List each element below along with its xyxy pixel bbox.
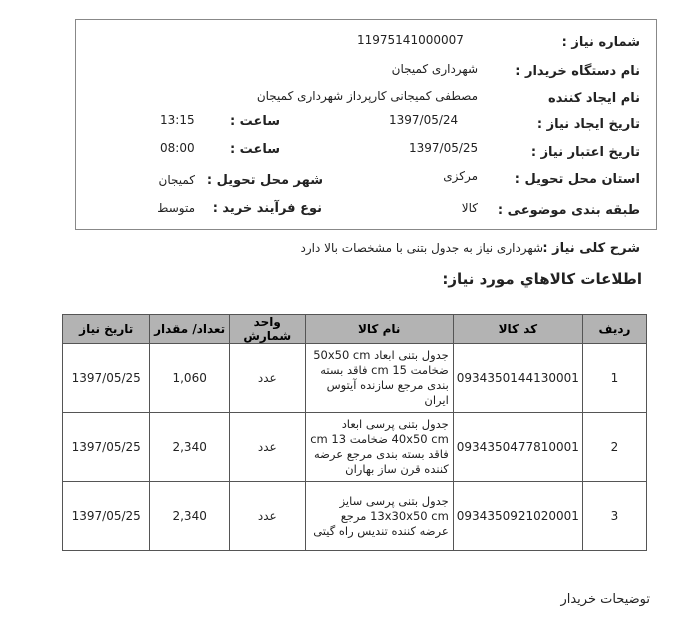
item-qty: 2,340 [150, 413, 229, 482]
created-date: 1397/05/24 [389, 113, 459, 127]
row-number: 3 [582, 482, 646, 551]
buyer-org: شهرداری کمیجان [391, 62, 478, 76]
item-unit: عدد [229, 482, 305, 551]
created-time-label: ساعت : [229, 114, 280, 129]
col-name: نام کالا [305, 315, 453, 344]
col-qty: تعداد/ مقدار [150, 315, 229, 344]
goods-section-title: اطلاعات کالاهاي مورد نیاز: [442, 270, 642, 288]
col-unit: واحد شمارش [229, 315, 305, 344]
validity-date-label: تاریخ اعتبار نیاز : [530, 145, 640, 160]
creator-label: نام ایجاد کننده [548, 91, 640, 106]
creator: مصطفی کمیجانی کارپرداز شهرداری کمیجان [256, 89, 478, 103]
item-date: 1397/05/25 [63, 413, 150, 482]
row-number: 2 [582, 413, 646, 482]
table-row [63, 344, 647, 413]
city: کمیجان [158, 173, 195, 187]
item-date: 1397/05/25 [63, 482, 150, 551]
validity-date: 1397/05/25 [409, 141, 479, 155]
buyer-org-label: نام دستگاه خریدار : [515, 64, 640, 79]
item-code: 0934350477810001 [453, 413, 582, 482]
process-label: نوع فرآیند خرید : [212, 201, 322, 216]
item-qty: 2,340 [150, 482, 229, 551]
need-number: 11975141000007 [357, 33, 464, 47]
goods-table [62, 314, 647, 551]
item-date: 1397/05/25 [63, 344, 150, 413]
col-code: کد کالا [453, 315, 582, 344]
created-date-label: تاریخ ایجاد نیاز : [536, 117, 640, 132]
city-label: شهر محل تحویل : [206, 173, 323, 188]
process: متوسط [157, 201, 195, 215]
item-name: جدول بتنی پرسی ابعاد 40x50 cm ضخامت 13 cm فاقد بسته بندی مرجع عرضه کننده قرن ساز بهاران [305, 413, 453, 482]
summary-text: شهرداری نیاز به جدول بتنی با مشخصات بالا دارد [300, 241, 543, 255]
table-row [63, 482, 647, 551]
item-name: جدول بتنی پرسی سایز 13x30x50 cm مرجع عرضه کننده تندیس راه گیتی [305, 482, 453, 551]
validity-time: 08:00 [160, 141, 195, 155]
row-number: 1 [582, 344, 646, 413]
item-unit: عدد [229, 413, 305, 482]
table-row [63, 413, 647, 482]
created-time: 13:15 [160, 113, 195, 127]
col-row: ردیف [582, 315, 646, 344]
validity-time-label: ساعت : [229, 142, 280, 157]
item-unit: عدد [229, 344, 305, 413]
item-code: 0934350144130001 [453, 344, 582, 413]
province: مرکزی [443, 169, 478, 183]
item-code: 0934350921020001 [453, 482, 582, 551]
category: کالا [461, 201, 478, 215]
province-label: استان محل تحویل : [514, 172, 640, 187]
item-qty: 1,060 [150, 344, 229, 413]
goods-table-header [63, 315, 647, 344]
summary-label: شرح کلی نیاز : [542, 241, 640, 256]
buyer-notes-label: توضیحات خریدار [560, 592, 650, 607]
col-date: تاریخ نیاز [63, 315, 150, 344]
item-name: جدول بتنی ابعاد 50x50 cm ضخامت 15 cm فاقد بسته بندی مرجع سازنده آیتوس ایران [305, 344, 453, 413]
need-number-label: شماره نیاز : [561, 35, 640, 50]
category-label: طبقه بندی موضوعی : [497, 203, 640, 218]
